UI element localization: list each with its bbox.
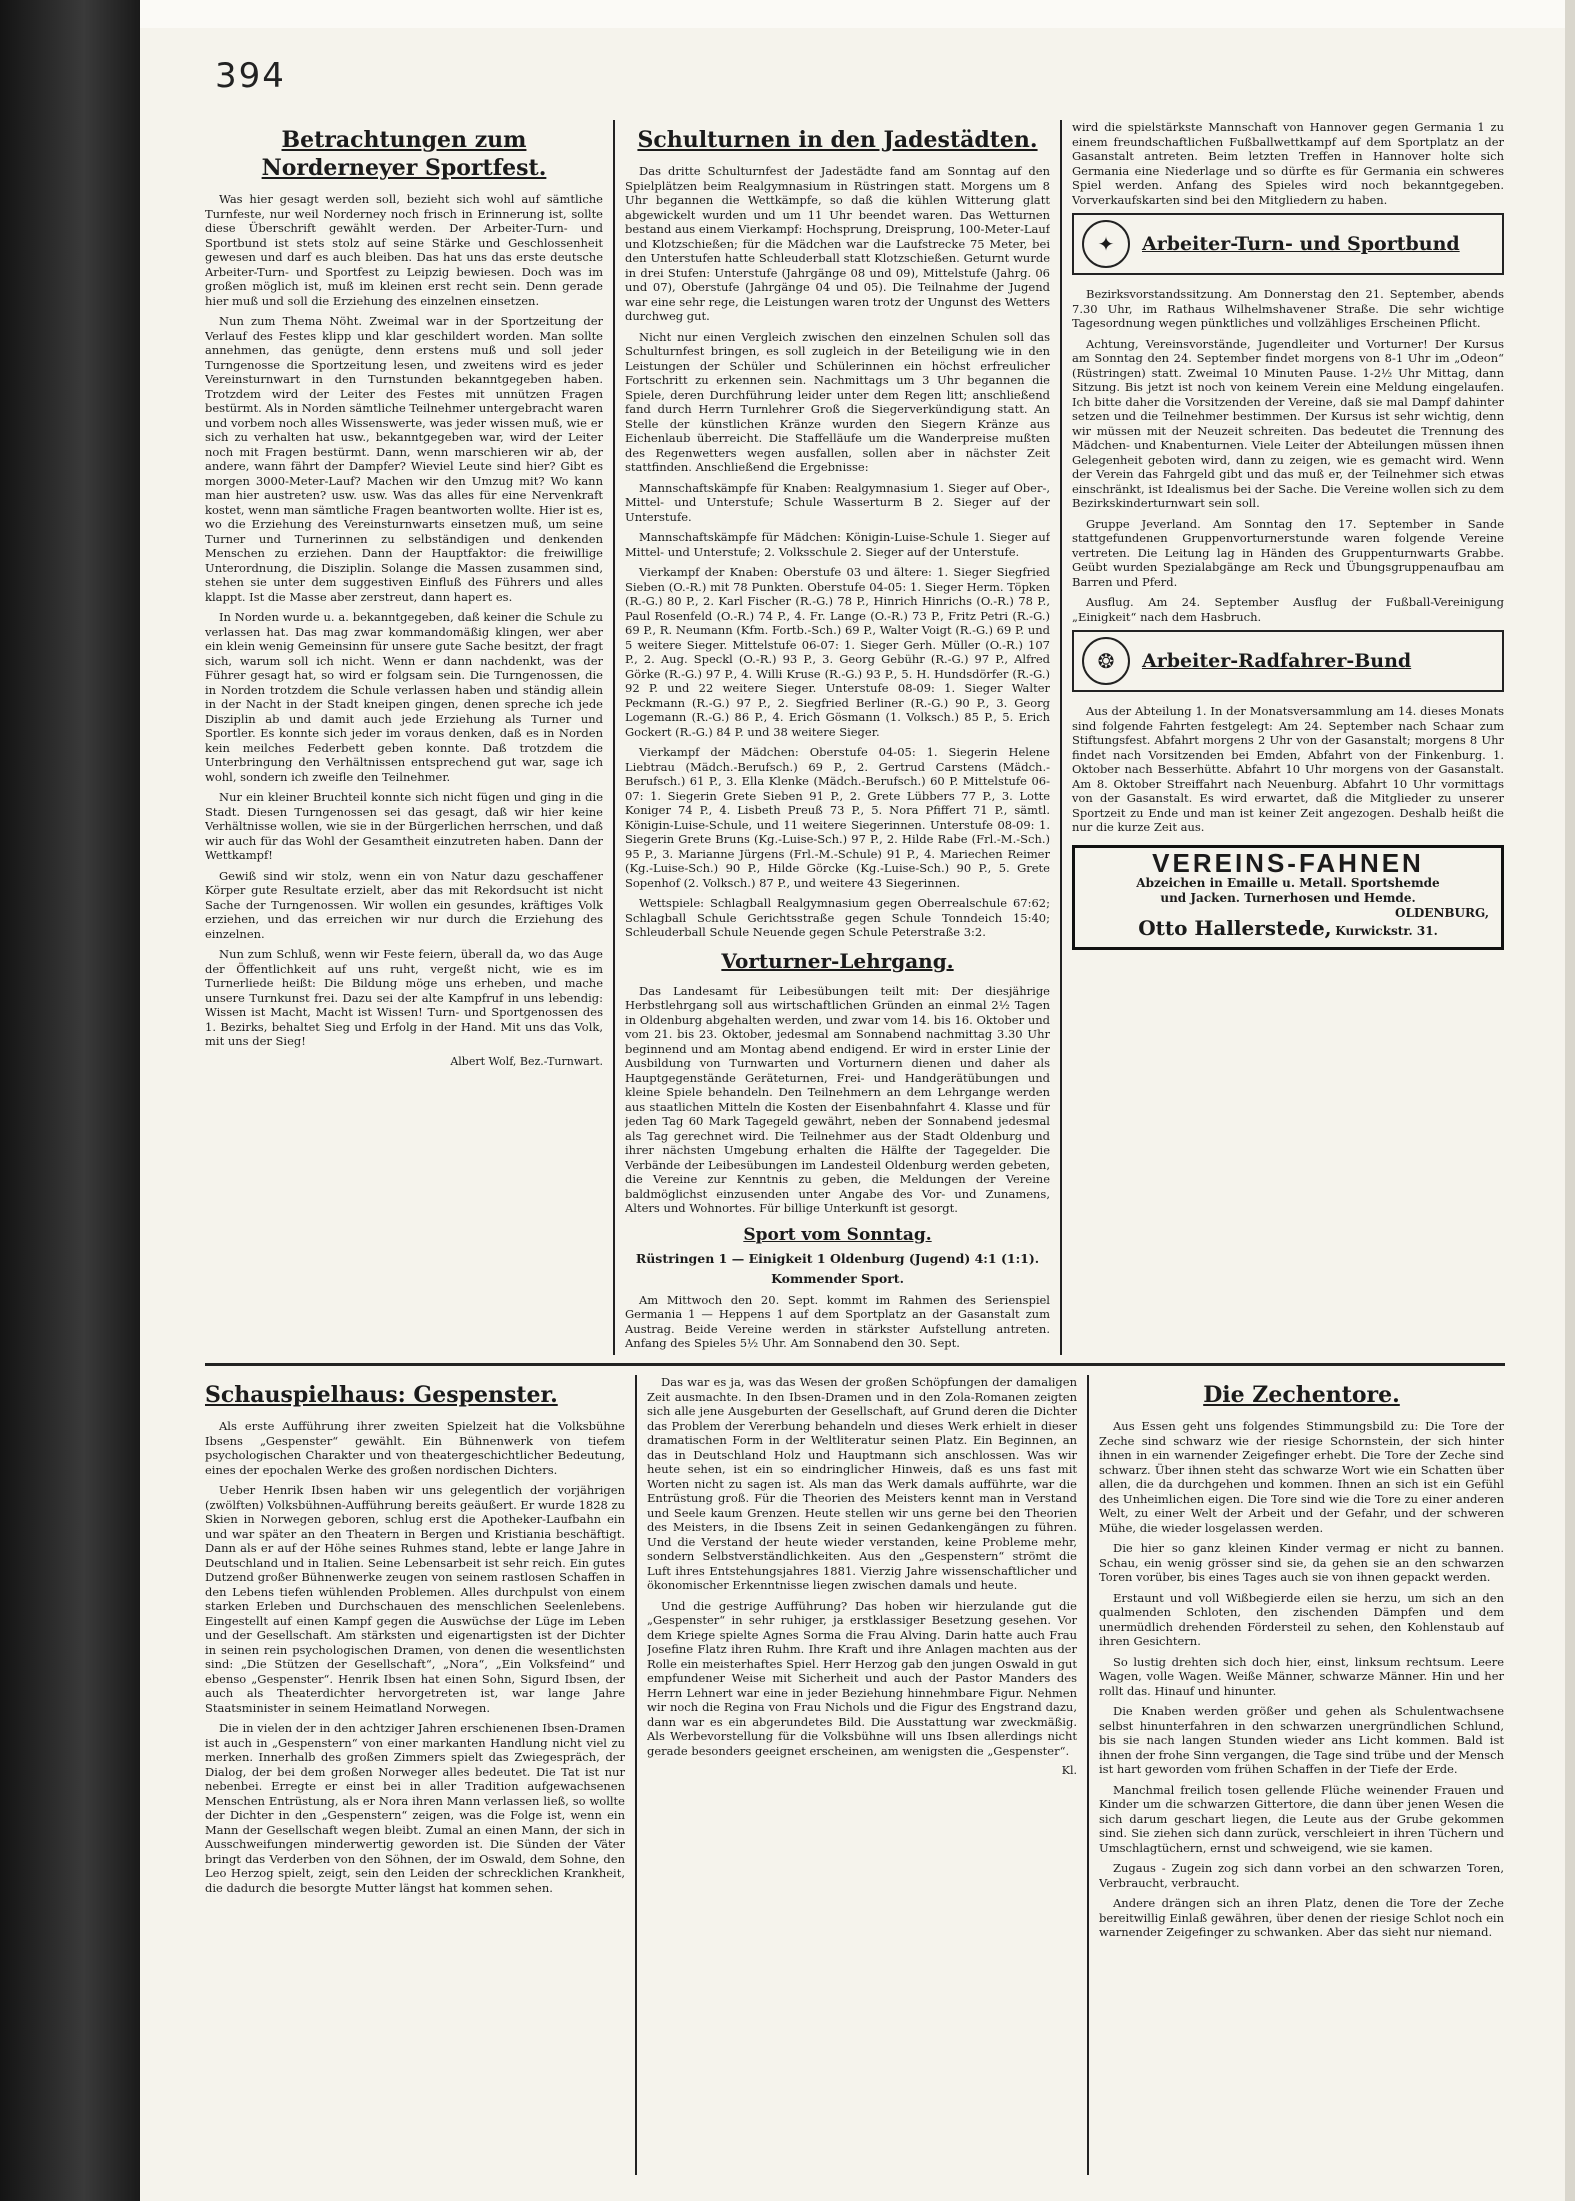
paragraph: Nun zum Schluß, wenn wir Feste feiern, überall da, wo das Auge der Öffentlichkeit auf uns ruht, vergeßt nicht, wie es im Turnerliede heißt: Die Bildung möge uns erheben, und mache unsere Turnkunst frei. Dazu sei der alte Kampfruf in uns lebendig: Wissen ist Macht, Macht ist Wissen! Turn- und Sportgenossen des 1. Bezirks, behaltet Sieg und Erfolg in der Hand. Mit uns das Volk, mit uns der Sieg! — [205, 947, 603, 1048]
ad-firm: Otto Hallerstede, — [1138, 916, 1332, 940]
emblem-icon: ✦ — [1082, 220, 1130, 268]
paragraph: Gewiß sind wir stolz, wenn ein von Natur dazu geschaffener Körper gute Resultate erzielt, aber das mit Rekordsucht ist nicht Sache der Turngenossen. Wir wollen ein gesundes, kräftiges Volk erziehen, und das erreichen wir nur durch die Erziehung des einzelnen. — [205, 868, 603, 941]
paragraph: Achtung, Vereinsvorstände, Jugendleiter und Vorturner! Der Kursus am Sonntag den 24. September findet morgens von 8-1 Uhr im „Odeon“ (Rüstringen) statt. Zweimal 10 Minuten Pause. 1-2½ Uhr Mittag, dann Sitzung. Bis jetzt ist noch von keinem Verein eine Meldung eingelaufen. Ich bitte daher die Vorsitzenden der Vereine, daß sie mal Dampf dahinter setzen und die Teilnehmer bestimmen. Der Kursus ist sehr wichtig, denn wir müssen mit der Neuzeit schreiten. Das bedeutet die Trennung des Mädchen- und Knabenturnen. Viele Leiter der Abteilungen müssen ihnen Gelegenheit geboten wird, dann zu zeigen, wie es gemacht wird. Wenn der Verein das Fahrgeld gibt und das muß er, der Teilnehmer sich etwas einschränkt, ist Idealismus bei der Sache. Die Vereine wollen sich zu dem Bezirkskinderturnwart sein soll. — [1072, 336, 1504, 510]
signature: Kl. — [1061, 1764, 1077, 1777]
headline-sport-sonntag: Sport vom Sonntag. — [743, 1224, 932, 1245]
paragraph: In Norden wurde u. a. bekanntgegeben, daß keiner die Schule zu verlassen hat. Das mag zwar kommandomäßig klingen, wer aber ein klein wenig Gemeinsinn für unsere gute Sache besitzt, der fragt sich, warum soll ich nicht. Wenn er dann nachdenkt, was der Führer gesagt hat, so wird er folgsam sein. Die Turngenossen, die in Norden trotzdem die Schule verlassen haben und ständig allein in der Nacht in der Stadt kneipen gingen, denen spreche ich jede Disziplin ab und damit auch jede Erziehung als Turner und Sportler. Es konnte sich jeder im voraus denken, daß es in Norden kein meilches Federbett geben konnte. Daß trotzdem die Unterbringung den Verhältnissen entsprechend gut war, sage ich wohl, sondern ich zweifle den Teilnehmer. — [205, 610, 603, 784]
headline-schulturnen: Schulturnen in den Jadestädten. — [637, 127, 1038, 153]
paragraph: Andere drängen sich an ihren Platz, denen die Tore der Zeche bereitwillig Einlaß gewähren, über denen der riesige Schlot noch ein warnender Zeigefinger zu schwanken. Aber das sieht nur niemand. — [1099, 1896, 1504, 1939]
ad-line: Abzeichen in Emaille u. Metall. Sportshemde — [1136, 876, 1440, 890]
column-rule — [635, 1375, 637, 2175]
article-zechentore — [1099, 1375, 1504, 2175]
paragraph: Nur ein kleiner Bruchteil konnte sich nicht fügen und ging in die Stadt. Diesen Turngenossen sei das gesagt, daß wir hier keine Verhältnisse wollen, wie sie in der Bürgerlichen herrschen, und daß wir auch für das Wohl der Gesamtheit einzutreten haben. Dann der Wettkampf! — [205, 790, 603, 862]
banner-arbeiter-turn-sportbund — [1072, 213, 1504, 275]
column-rule — [1087, 1375, 1089, 2175]
paragraph: Die Knaben werden größer und gehen als Schulentwachsene selbst hinunterfahren in den schwarzen unergründlichen Schlund, bis sie nach langen Stunden wieder ans Licht kommen. Bald ist ihnen der frohe Sinn vergangen, die Tage sind trübe und der Mensch ist hart geworden vom frühen Schaffen in der Tiefe der Erde. — [1099, 1704, 1504, 1776]
paragraph: Zugaus - Zugein zog sich dann vorbei an den schwarzen Toren, Verbraucht, verbraucht. — [1099, 1861, 1504, 1890]
paragraph: Mannschaftskämpfe für Mädchen: Königin-Luise-Schule 1. Sieger auf Mittel- und Unterstufe; 2. Volksschule 2. Sieger auf der Unterstufe. — [625, 530, 1050, 559]
paragraph: So lustig drehten sich doch hier, einst, linksum rechtsum. Leere Wagen, volle Wagen. Weiße Männer, schwarze Männer. Hin und her rollt das. Hinauf und hinunter. — [1099, 1654, 1504, 1698]
signature: Albert Wolf, Bez.-Turnwart. — [450, 1054, 603, 1068]
article-norderney — [205, 120, 603, 1355]
headline-zechentore: Die Zechentore. — [1203, 1382, 1400, 1408]
page-edge — [1565, 0, 1575, 2201]
paragraph: Nicht nur einen Vergleich zwischen den einzelnen Schulen soll das Schulturnfest bringen, es soll zugleich in der Beteiligung wie in den Leistungen der Schüler und Schülerinnen ein höchst erfreulicher Fortschritt zu erkennen sein. Nachmittags um 3 Uhr begannen die Spiele, deren Durchführung leider unter dem Regen litt; anschließend fand durch Herrn Turnlehrer Groß die Siegerverkündigung statt. An Stelle der künstlichen Kränze wurden den Siegern Kränze aus Eichenlaub überreicht. Die Staffelläufe um die Wanderpreise mußten des Regenwetters wegen ausfallen, sollen aber in nächster Zeit stattfinden. Anschließend die Ergebnisse: — [625, 329, 1050, 474]
paragraph: Aus der Abteilung 1. In der Monatsversammlung am 14. dieses Monats sind folgende Fahrten festgelegt: Am 24. September nach Schaar zum Stiftungsfest. Abfahrt morgens 2 Uhr von der Gasanstalt; morgens 8 Uhr findet nach Vorsitzenden bei Emden, Abfahrt von der Finkenburg. 1. Oktober nach Besserhütte. Abfahrt 10 Uhr morgens von der Gasanstalt. Am 8. Oktober Streiffahrt nach Neuenburg. Abfahrt 10 Uhr vormittags von der Gasanstalt. Es wird erwartet, daß die Mitglieder zu unserer Sportzeit zu Ende und man ist keiner Zeit angezogen. Deshalb heißt die nur die kurze Zeit aus. — [1072, 704, 1504, 834]
paragraph: Vierkampf der Knaben: Oberstufe 03 und ältere: 1. Sieger Siegfried Sieben (O.-R.) mit 78 Punkten. Oberstufe 04-05: 1. Sieger Herm. Töpken (R.-G.) 80 P., 2. Karl Fischer (R.-G.) 78 P., Hinrich Hinrichs (O.-R.) 78 P., Paul Rosenfeld (O.-R.) 74 P., 4. Fr. Lange (O.-R.) 73 P., Fritz Petri (R.-G.) 69 P., R. Neumann (Kfm. Fortb.-Sch.) 69 P., Walter Voigt (R.-G.) 69 P. und 5 weitere Sieger. Mittelstufe 06-07: 1. Sieger Gerh. Müller (O.-R.) 107 P., 2. Aug. Speckl (O.-R.) 93 P., 3. Georg Gebühr (R.-G.) 97 P., Alfred Görke (R.-G.) 97 P., 4. Willi Kruse (R.-G.) 93 P., 5. H. Hundsdörfer (R.-G.) 92 P. und 22 weitere Sieger. Unterstufe 08-09: 1. Sieger Walter Peckmann (R.-G.) 97 P., 2. Siegfried Berliner (R.-G.) 90 P., 3. Georg Logemann (R.-G.) 86 P., 4. Erich Gösmann (1. Volksch.) 85 P., 5. Erich Gockert (R.-G.) 84 P. und 38 weitere Sieger. — [625, 565, 1050, 739]
paragraph: Als erste Aufführung ihrer zweiten Spielzeit hat die Volksbühne Ibsens „Gespenster“ gewählt. Ein Bühnenwerk von tiefem psychologischen Charakter und von theatergeschichtlicher Bedeutung, eines der epochalen Werke des großen nordischen Dichters. — [205, 1419, 625, 1477]
ad-title: VEREINS-FAHNEN — [1152, 847, 1424, 878]
paragraph: Die hier so ganz kleinen Kinder vermag er nicht zu bannen. Schau, ein wenig grösser sind sie, da gehen sie an den schwarzen Toren vorüber, bis eines Tages auch sie von ihnen gepackt werden. — [1099, 1541, 1504, 1584]
article-body — [205, 192, 603, 1049]
paragraph: Das Landesamt für Leibesübungen teilt mit: Der diesjährige Herbstlehrgang soll aus wirtschaftlichen Gründen an einmal 2½ Tagen in Oldenburg abgehalten werden, und zwar vom 14. bis 16. Oktober und vom 21. bis 23. Oktober, jedesmal am Sonnabend nachmittag 3.30 Uhr beginnend und am Montag abend endigend. Er wird in erster Linie der Ausbildung von Turnwarten und Vorturnern dienen und daher als Hauptgegenstände Geräteturnen, Frei- und Handgerätübungen und kleine Spiele behandeln. Den Teilnehmern an dem Lehrgange werden aus staatlichen Mitteln die Kosten der Eisenbahnfahrt 4. Klasse und für jeden Tag 60 Mark Tagegeld gewährt, neben der Sonnabend jedesmal als Tag gerechnet wird. Die Teilnehmer aus der Stadt Oldenburg und ihrer nächsten Umgebung erhalten die Hälfte der Tagegelder. Die Verbände der Leibesübungen im Landesteil Oldenburg werden gebeten, die Vereine zur Kenntnis zu geben, die Meldungen der Vereine baldmöglichst einzusenden unter Angabe des Vor- und Zunamens, Alters und Wohnortes. Für billige Unterkunft ist gesorgt. — [625, 983, 1050, 1215]
article-schauspielhaus — [205, 1375, 625, 2175]
ad-line: und Jacken. Turnerhosen und Hemde. — [1160, 891, 1416, 905]
article-schulturnen — [625, 120, 1050, 1355]
banner-title: Arbeiter-Turn- und Sportbund — [1142, 232, 1460, 255]
ad-firm-line — [1087, 916, 1489, 940]
column-rule — [613, 120, 615, 1355]
column-vereine — [1072, 120, 1504, 1355]
paragraph: Gruppe Jeverland. Am Sonntag den 17. September in Sande stattgefundenen Gruppenvorturnerstunde waren folgende Vereine vertreten. Die Leitung lag in Händen des Gruppenturnwarts Grabbe. Geübt wurden Spezialabgänge am Reck und Übungsgruppenaufbau am Barren und Pferd. — [1072, 516, 1504, 589]
page-number: 394 — [215, 56, 286, 96]
paragraph: Bezirksvorstandssitzung. Am Donnerstag den 21. September, abends 7.30 Uhr, im Rathaus Wilhelmshavener Straße. Die sehr wichtige Tagesordnung wegen pünktliches und vollzähliges Erscheinen Pflicht. — [1072, 287, 1504, 330]
banner-title: Arbeiter-Radfahrer-Bund — [1142, 649, 1412, 672]
ad-address: Kurwickstr. 31. — [1335, 924, 1438, 938]
paragraph: Nun zum Thema Nöht. Zweimal war in der Sportzeitung der Verlauf des Festes klipp und klar geschildert worden. Man sollte annehmen, das genügte, denn erstens muß und soll jeder Turngenosse die Sportzeitung lesen, und zweitens wird es jeder Vereinsturnwart in den Turnstunden bekanntgegeben haben. Trotzdem wird der Leiter des Festes mit unnützen Fragen bestürmt. Als in Norden sämtliche Teilnehmer untergebracht waren und vorbem noch alles Wissenswerte, was jeder wissen muß, wie er sich zu verhalten hat usw., bekanntgegeben war, wird der Leiter noch mit Fragen bestürmt. Dann, wenn marschieren wir ab, der andere, wann fährt der Dampfer? Wieviel Leute sind hier? Gibt es morgen 3000-Meter-Lauf? Machen wir den Umzug mit? Wo kann man hier austreten? usw. usw. Was das alles für eine Nervenkraft kostet, wenn man sämtliche Fragen beantworten wollte. Hier ist es, wo die Erziehung des Vereinsturnwarts einsetzen muß, um seine Turner und Turnerinnen zu selbständigen und denkenden Menschen zu erziehen. Dann der Hauptfaktor: die freiwillige Unterordnung, die Disziplin. Solange die Massen zusammen sind, stehen sie unter dem suggestiven Einfluß des Führers und alles klappt. Ist die Masse aber zerstreut, dann hapert es. — [205, 314, 603, 604]
book-binding — [0, 0, 140, 2201]
subhead-kommender-sport: Kommender Sport. — [771, 1271, 904, 1286]
section-divider — [205, 1363, 1505, 1366]
paragraph: Aus Essen geht uns folgendes Stimmungsbild zu: Die Tore der Zeche sind schwarz wie der riesige Schornstein, der sich hinter ihnen in ein warnender Zeigefinger erhebt. Die Tore der Zeche sind schwarz. Über ihnen steht das schwarze Wort wie ein Schatten über allen, die da durchgehen und kommen. Ihnen an sich ist ein Gefühl des Unheimlichen eigen. Die Tore sind wie die Tore zu einer anderen Welt, zu einer Welt der Arbeit und der Gefahr, und der schweren Mühe, die wieder losgelassen werden. — [1099, 1419, 1504, 1535]
advertisement-vereins-fahnen — [1072, 845, 1504, 951]
match-result: Rüstringen 1 — Einigkeit 1 Oldenburg (Jugend) 4:1 (1:1). — [635, 1250, 1040, 1266]
headline-vorturner: Vorturner-Lehrgang. — [721, 948, 954, 973]
paragraph: Wettspiele: Schlagball Realgymnasium gegen Oberrealschule 67:62; Schlagball Schule Gerichtsstraße gegen Schule Tonndeich 15:40; Schleuderball Schule Neuende gegen Schule Peterstraße 3:2. — [625, 896, 1050, 939]
wheel-emblem-icon: ❂ — [1082, 637, 1130, 685]
paragraph: Das war es ja, was das Wesen der großen Schöpfungen der damaligen Zeit ausmachte. In den Ibsen-Dramen und in den Zola-Romanen zeigten sich alle jene Ausgeburten der Gesellschaft, auf Grund deren die Dichter das Problem der Vererbung behandeln und dieses Werk erhielt in dieser dramatischen Form in der Weltliteratur seinen Platz. Ein Beginnen, an das in Deutschland Holz und Hauptmann sich anschlossen. Was wir heute sehen, ist ein so eindringlicher Hinweis, daß es uns fast mit Worten nicht zu sagen ist. Als man das Werk damals aufführte, war die Entrüstung groß. Für die Theorien des Meisters kennt man in Verstand und Seele kaum Grenzen. Heute stellen wir uns gerne bei den Theorien des Meisters, in die Ibsens Zeit in seinen Gedankengängen zu führen. Und die Verstand der heute wieder verstanden, keine Probleme mehr, sondern Selbstverständlichkeiten. Aus den „Gespenstern“ strömt die Luft ihres Entstehungsjahres 1881. Vierzig Jahre wissenschaftlicher und ökonomischer Erkenntnisse liegen zwischen damals und heute. — [647, 1375, 1077, 1592]
paragraph: Und die gestrige Aufführung? Das hoben wir hierzulande gut die „Gespenster“ in sehr ruhiger, ja erstklassiger Besetzung gesehen. Vor dem Kriege spielte Agnes Sorma die Frau Alving. Darin hatte auch Frau Josefine Flatz ihren Ruhm. Ihre Kraft und ihre Anlagen machten aus der Rolle ein meisterhaftes Spiel. Herr Herzog gab den jungen Oswald in gut empfundener Weise mit Sicherheit und auch der Pastor Manders des Herrn Lehnert war eine in jeder Beziehung hinnehmbare Figur. Nehmen wir noch die Regina von Frau Nichols und die Figur des Engstrand dazu, dann war es ein abgerundetes Bild. Die Ausstattung war zweckmäßig. Als Werbevorstellung für die Volksbühne will uns Ibsen allerdings nicht gerade besonders geeignet erscheinen, am wenigsten die „Gespenster“. — [647, 1598, 1077, 1758]
ad-city: OLDENBURG, — [1395, 906, 1489, 920]
headline-schauspielhaus: Schauspielhaus: Gespenster. — [205, 1382, 558, 1408]
banner-arbeiter-radfahrer-bund — [1072, 630, 1504, 692]
newspaper-page — [140, 28, 1565, 2201]
paragraph: Manchmal freilich tosen gellende Flüche weinender Frauen und Kinder um die schwarzen Gittertore, die dann über jenen Wesen die sich darum geschart liegen, die Leute aus der Grube gekommen sind. Sie ziehen sich dann zurück, verschleiert in ihren Tüchern und Umschlagtüchern, ernst und schweigend, wie sie kamen. — [1099, 1782, 1504, 1855]
paragraph: wird die spielstärkste Mannschaft von Hannover gegen Germania 1 zu einem freundschaftlichen Fußballwettkampf auf dem Sportplatz an der Gasanstalt antreten. Beim letzten Treffen in Hannover holte sich Germania eine Niederlage und so dürfte es für Germania ein schweres Spiel werden. Anfang des Spieles wird noch bekanntgegeben. Vorverkaufskarten sind bei den Mitgliedern zu haben. — [1072, 120, 1504, 207]
column-rule — [1060, 120, 1062, 1355]
paragraph: Was hier gesagt werden soll, bezieht sich wohl auf sämtliche Turnfeste, nur weil Norderney noch frisch in Erinnerung ist, sollte diese Überschrift gewählt werden. Der Arbeiter-Turn- und Sportbund ist stets stolz auf seine Stärke und Geschlossenheit gewesen und darf es auch bleiben. Das hat uns das erste deutsche Arbeiter-Turn- und Sportfest zu Leipzig bewiesen. Doch was im großen möglich ist, muß im kleinen erst recht sein. Denn gerade hier muß und soll die Erziehung des einzelnen einsetzen. — [205, 192, 603, 308]
paragraph: Ueber Henrik Ibsen haben wir uns gelegentlich der vorjährigen (zwölften) Volksbühnen-Aufführung bereits geäußert. Er wurde 1828 zu Skien in Norwegen geboren, schlug erst die Apotheker-Laufbahn ein und war später an den Theatern in Bergen und Kristiania beschäftigt. Dann als er auf der Höhe seines Ruhmes stand, lebte er lange Jahre in Deutschland und in Italien. Seine Lebensarbeit ist sehr reich. Ein gutes Dutzend großer Bühnenwerke zeugen von seinem rastlosen Schaffen in den Lebens tiefen wühlenden Problemen. Alles durchpulst von einem starken Erleben und Durchschauen des menschlichen Seelenlebens. Eingestellt auf einen Kampf gegen die Auswüchse der Lüge im Leben und der Gesellschaft. Am stärksten und eigenartigsten ist der Dichter in seinen rein psychologischen Dramen, von denen die wesentlichsten sind: „Die Stützen der Gesellschaft“, „Nora“, „Ein Volksfeind“ und ebenso „Gespenster“. Henrik Ibsen hat einen Sohn, Sigurd Ibsen, der auch als Theaterdichter hervorgetreten ist, war lange Jahre Staatsminister in seinem Heimatland Norwegen. — [205, 1483, 625, 1715]
paragraph: Ausflug. Am 24. September Ausflug der Fußball-Vereinigung „Einigkeit“ nach dem Hasbruch. — [1072, 595, 1504, 624]
paragraph: Das dritte Schulturnfest der Jadestädte fand am Sonntag auf den Spielplätzen beim Realgymnasium in Rüstringen statt. Morgens um 8 Uhr begannen die Wettkämpfe, so daß die kühlen Witterung glatt abgewickelt wurden und um 11 Uhr beendet waren. Das Wetturnen bestand aus einem Vierkampf: Hochsprung, Dreisprung, 100-Meter-Lauf und Klotzschießen; für die Mädchen war die Laufstrecke 75 Meter, bei den Unterstufen hatte Schleuderball statt Klotzschießen. Geturnt wurde in drei Stufen: Unterstufe (Jahrgänge 08 und 09), Mittelstufe (Jahrg. 06 und 07), Oberstufe (Jahrgänge 04 und 05). Die Teilnahme der Jugend war eine sehr rege, die Leistungen waren trotz der Ungunst des Wetters durchweg gut. — [625, 164, 1050, 323]
headline-norderney: Betrachtungen zum Norderneyer Sportfest. — [261, 127, 547, 181]
paragraph: Mannschaftskämpfe für Knaben: Realgymnasium 1. Sieger auf Ober-, Mittel- und Unterstufe; Schule Wasserturm B 2. Sieger auf der Unterstufe. — [625, 480, 1050, 524]
paragraph: Vierkampf der Mädchen: Oberstufe 04-05: 1. Siegerin Helene Liebtrau (Mädch.-Berufsch.) 69 P., 2. Gertrud Carstens (Mädch.-Berufsch.) 61 P., 3. Ella Klenke (Mädch.-Berufsch.) 60 P. Mittelstufe 06-07: 1. Siegerin Grete Sieben 91 P., 2. Grete Lübbers 77 P., 3. Lotte Koniger 74 P., 4. Lisbeth Preuß 73 P., 5. Nora Pfiffert 71 P., sämtl. Königin-Luise-Schule, und 11 weitere Siegerinnen. Unterstufe 08-09: 1. Siegerin Grete Bruns (Kg.-Luise-Sch.) 97 P., 2. Hilde Rabe (Frl.-M.-Sch.) 95 P., 3. Marianne Jürgens (Frl.-M.-Schule) 91 P., 4. Mariechen Reimer (Kg.-Luise-Sch.) 90 P., Hilde Görcke (Kg.-Luise-Sch.) 90 P., 5. Grete Sopenhof (2. Volksch.) 87 P., und weitere 43 Siegerinnen. — [625, 745, 1050, 890]
paragraph: Erstaunt und voll Wißbegierde eilen sie herzu, um sich an den qualmenden Schloten, den zischenden Dämpfen und dem unermüdlich drehenden Fördersteil zu sehen, den Kohlenstaub auf ihren Gesichtern. — [1099, 1590, 1504, 1648]
article-schauspielhaus-continued — [647, 1375, 1077, 2175]
paragraph: Am Mittwoch den 20. Sept. kommt im Rahmen des Serienspiel Germania 1 — Heppens 1 auf dem Sportplatz an der Gasanstalt zum Austrag. Beide Vereine werden in stärkster Aufstellung antreten. Anfang des Spieles 5½ Uhr. Am Sonnabend den 30. Sept. — [625, 1292, 1050, 1350]
paragraph: Die in vielen der in den achtziger Jahren erschienenen Ibsen-Dramen ist auch in „Gespenstern“ von einer markanten Handlung nicht viel zu merken. Innerhalb des großen Zimmers spielt das Zwiegespräch, der Dialog, der bei dem großen Norweger alles bedeutet. Die Tat ist nur nebenbei. Erregte er einst bei in aller Tradition aufgewachsenen Menschen Entrüstung, als er Nora ihren Mann verlassen ließ, so wollte der Dichter in den „Gespenstern“ zeigen, was die Folge ist, wenn ein Mann der Gesellschaft wegen bleibt. Zumal an einen Mann, der sich in Ausschweifungen minderwertig geworden ist. Die Sünden der Väter bringt das Verderben von den Söhnen, der im Oswald, dem Sohne, den Leo Herzog spielt, zeigt, sein den Leiden der schrecklichen Krankheit, die dadurch die besorgte Mutter längst hat kommen sehen. — [205, 1721, 625, 1895]
